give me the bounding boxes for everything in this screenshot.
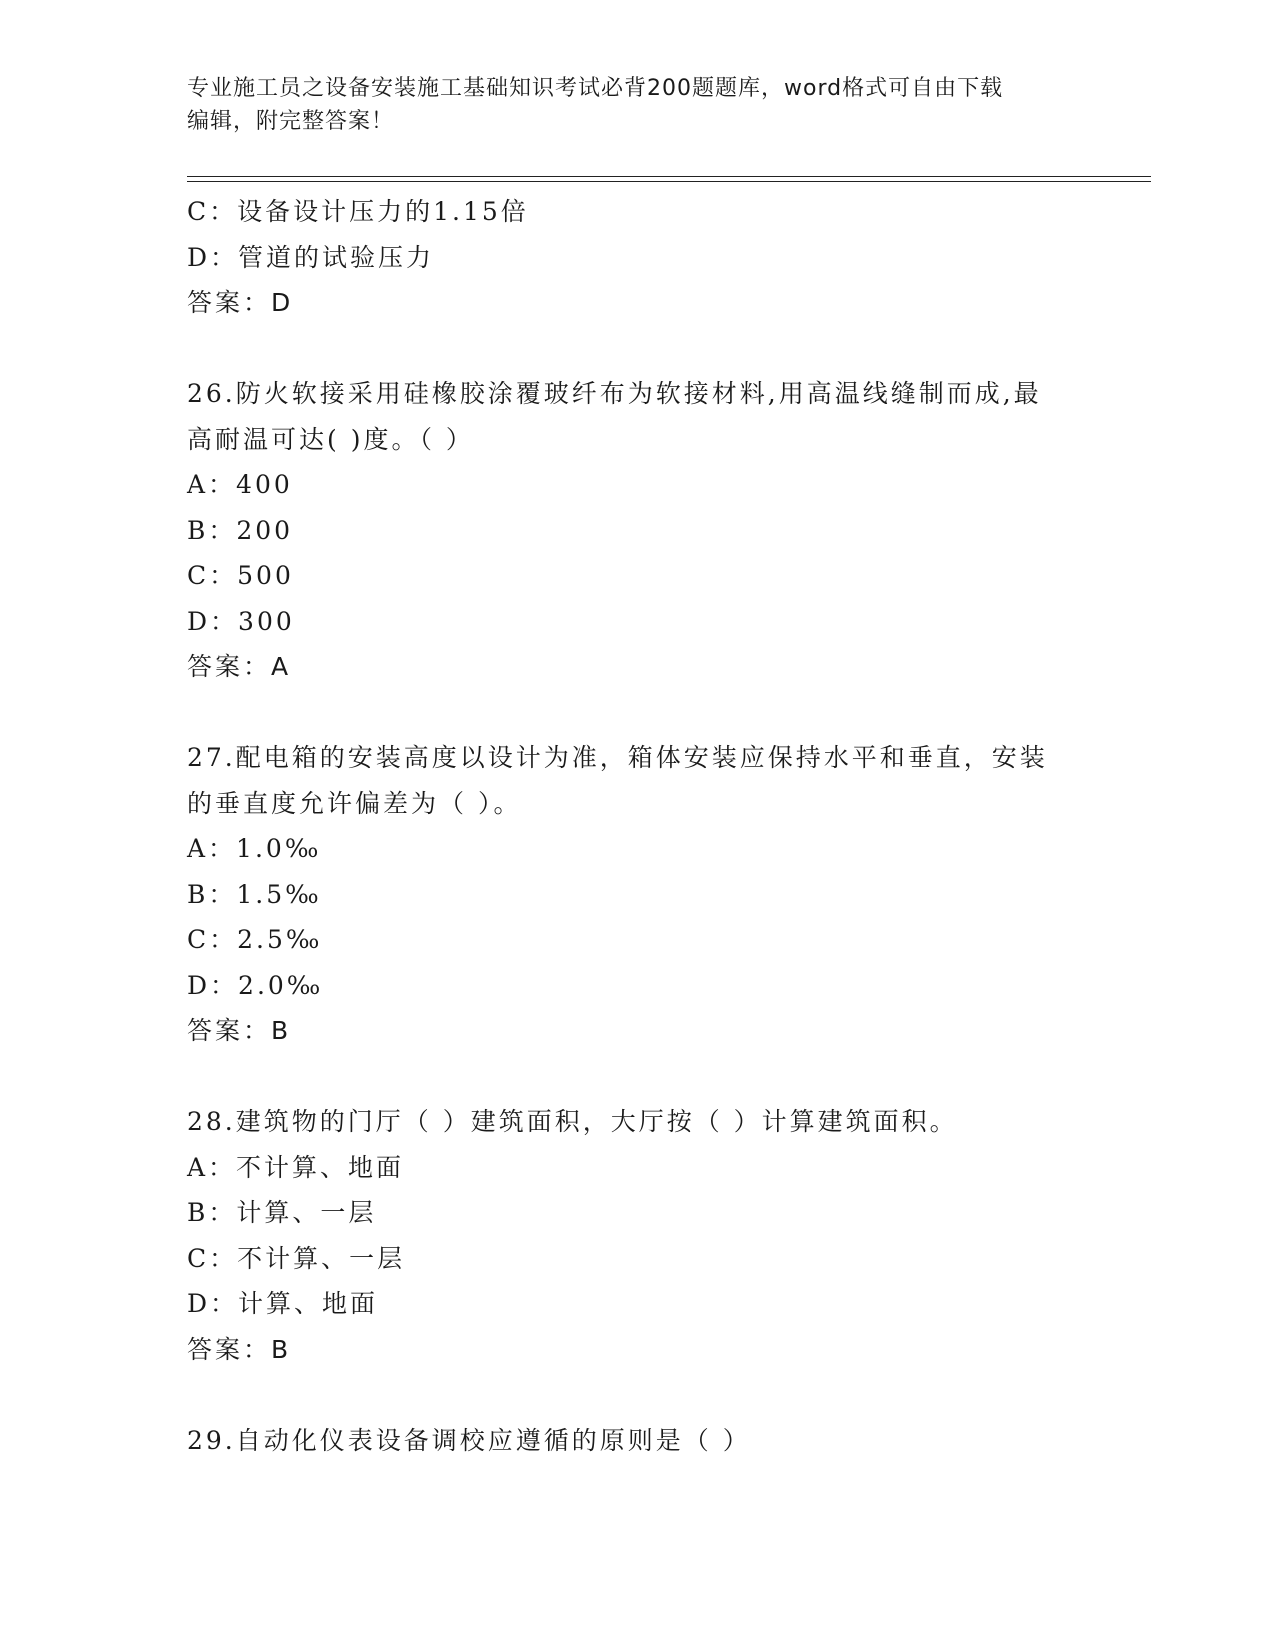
option-a: A：400 xyxy=(187,470,293,499)
question-26 xyxy=(187,371,1087,690)
option-b: B：1.5‰ xyxy=(187,879,322,909)
option-c: C：不计算、一层 xyxy=(187,1243,406,1273)
question-stem-line-2: 的垂直度允许偏差为（ ）。 xyxy=(187,788,522,818)
answer: 答案：B xyxy=(187,1334,292,1364)
answer: 答案：B xyxy=(187,1016,292,1045)
answer: 答案：D xyxy=(187,288,294,317)
question-stem-line-2: 高耐温可达( )度。（ ） xyxy=(187,424,474,454)
question-28 xyxy=(187,1099,1087,1372)
document-header xyxy=(187,72,1087,138)
question-25 xyxy=(187,189,1087,326)
option-c: C：2.5‰ xyxy=(187,925,323,954)
option-d: D：管道的试验压力 xyxy=(187,242,435,272)
question-stem-line-1: 28.建筑物的门厅（ ）建筑面积，大厅按（ ）计算建筑面积。 xyxy=(187,1107,958,1136)
question-29 xyxy=(187,1418,1087,1464)
header-divider-bottom xyxy=(187,181,1151,182)
header-line-2: 编辑，附完整答案！ xyxy=(187,109,395,134)
answer: 答案：A xyxy=(187,652,292,681)
option-c: C：500 xyxy=(187,561,294,590)
option-c: C：设备设计压力的1.15倍 xyxy=(187,197,529,226)
option-d: D：计算、地面 xyxy=(187,1289,379,1318)
option-a: A：1.0‰ xyxy=(187,834,322,863)
question-list xyxy=(187,189,1087,1463)
option-d: D：2.0‰ xyxy=(187,970,324,1000)
question-stem-line-1: 26.防火软接采用硅橡胶涂覆玻纤布为软接材料,用高温线缝制而成,最 xyxy=(187,379,1042,408)
header-divider-top xyxy=(187,176,1151,177)
question-27 xyxy=(187,735,1087,1054)
option-a: A：不计算、地面 xyxy=(187,1152,405,1182)
header-line-1: 专业施工员之设备安装施工基础知识考试必背200题题库，word格式可自由下载 xyxy=(187,76,1004,101)
question-stem-line-1: 29.自动化仪表设备调校应遵循的原则是（ ） xyxy=(187,1425,751,1455)
option-b: B：200 xyxy=(187,515,294,545)
option-b: B：计算、一层 xyxy=(187,1198,377,1227)
option-d: D：300 xyxy=(187,606,295,636)
question-stem-line-1: 27.配电箱的安装高度以设计为准，箱体安装应保持水平和垂直，安装 xyxy=(187,743,1048,772)
